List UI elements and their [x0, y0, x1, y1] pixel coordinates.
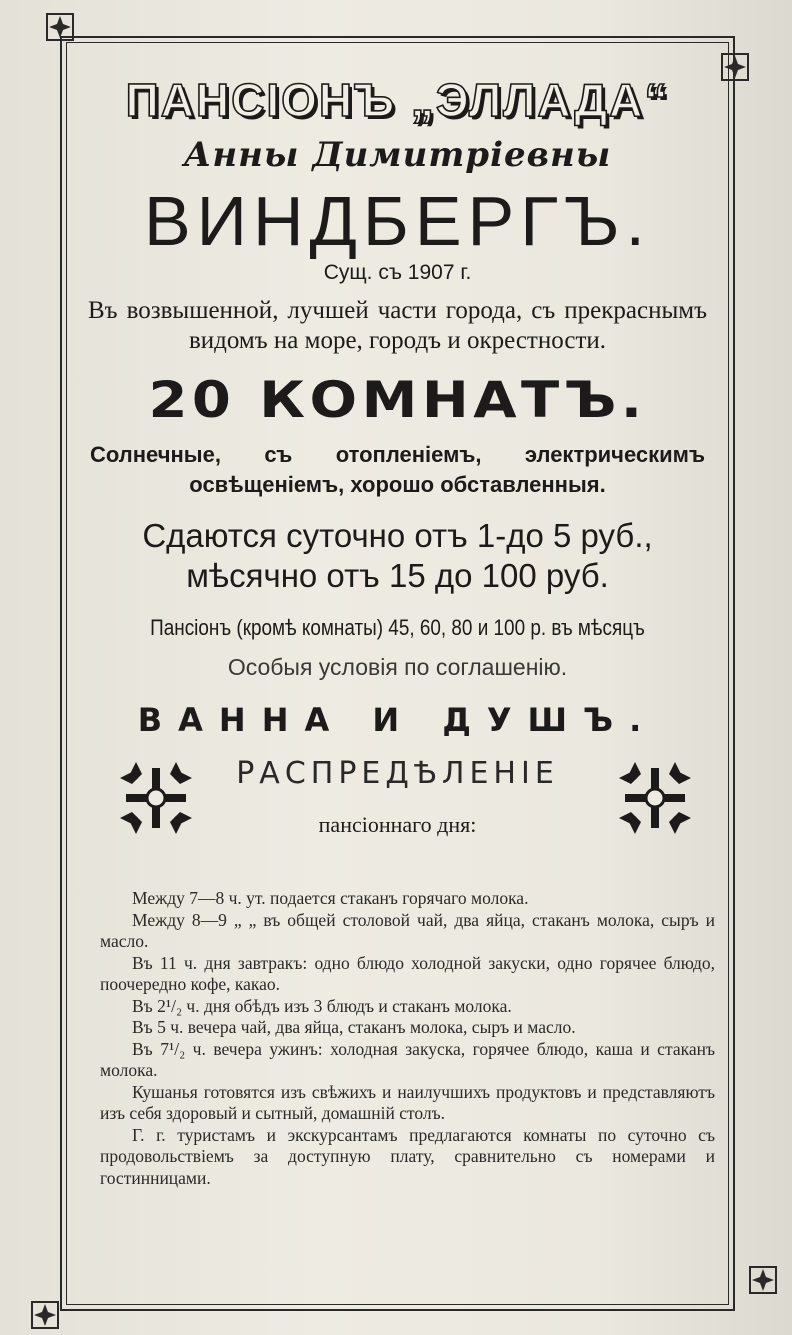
special-terms: Особыя условія по соглашенію.: [227, 654, 568, 680]
schedule-item: Между 8—9 „ „ въ общей столовой чай, два яйца, стаканъ молока, сыръ и масло.: [100, 909, 715, 951]
advertisement-content: [70, 60, 725, 1189]
location-description: Въ возвышенной, лучшей части города, съ прекраснымъ видомъ на море, городъ и окрестности.: [88, 297, 707, 354]
owner-name: Анны Димитріевны: [183, 135, 612, 175]
daily-schedule: [100, 888, 715, 1189]
corner-ornament-icon: [30, 1300, 60, 1330]
founded-note: Сущ. съ 1907 г.: [323, 261, 472, 284]
distribution-subheading: пансіоннаго дня:: [318, 812, 477, 837]
pension-prices: Пансіонъ (кромѣ комнаты) 45, 60, 80 и 100 р. въ мѣсяцъ: [150, 615, 645, 640]
schedule-item: Г. г. туристамъ и экскурсантамъ предлагаются комнаты по суточно съ продовольствіемъ за доступную плату, сравнительно съ номерами и гостинницами.: [100, 1124, 715, 1188]
corner-ornament-icon: [45, 12, 75, 42]
schedule-item: Въ 2¹/₂ ч. дня обѣдъ изъ 3 блюдъ и стаканъ молока.: [132, 995, 512, 1016]
monthly-rate: мѣсячно отъ 15 до 100 руб.: [186, 557, 609, 594]
distribution-heading: РАСПРЕДѢЛЕНІЕ: [236, 756, 559, 791]
schedule-item: Въ 7¹/₂ ч. вечера ужинъ: холодная закуска, горячее блюдо, каша и стаканъ молока.: [100, 1038, 715, 1080]
owner-surname: ВИНДБЕРГЪ.: [143, 182, 652, 260]
rates-block: [80, 516, 715, 596]
rooms-description: Солнечные, съ отопленіемъ, электрическимъ освѣщеніемъ, хорошо обставленныя.: [90, 442, 705, 497]
page-title: ПАНСІОНЪ „ЭЛЛАДА“: [125, 74, 670, 126]
schedule-item: Въ 11 ч. дня завтракъ: одно блюдо холодной закуски, одно горячее блюдо, поочередно кофе, какао.: [100, 952, 715, 994]
bath-heading: ВАННА И ДУШЪ.: [137, 701, 658, 739]
schedule-item: Кушанья готовятся изъ свѣжихъ и наилучшихъ продуктовъ и представляютъ изъ себя здоровый и сытный, домашній столъ.: [100, 1081, 715, 1123]
schedule-item: Между 7—8 ч. ут. подается стаканъ горячаго молока.: [132, 888, 529, 908]
daily-rate: Сдаются суточно отъ 1-до 5 руб.,: [142, 517, 653, 554]
schedule-item: Въ 5 ч. вечера чай, два яйца, стаканъ молока, сыръ и масло.: [132, 1017, 576, 1037]
floral-ornament-icon: [615, 758, 695, 838]
rooms-heading: 20 КОМНАТЪ.: [148, 371, 647, 429]
distribution-header: [70, 748, 725, 888]
corner-ornament-icon: [748, 1265, 778, 1295]
